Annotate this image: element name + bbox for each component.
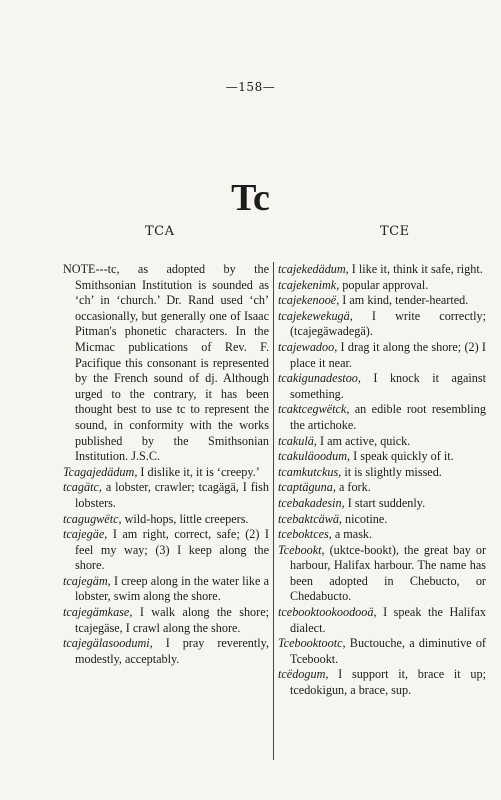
entry-headword: tcakulä, [278, 433, 317, 448]
entry-definition: I speak quickly of it. [350, 449, 454, 464]
dictionary-entry [278, 527, 486, 543]
entry-definition: I walk along the shore; tcajegäse, I crawl along the shore. [75, 605, 269, 635]
dictionary-entry [278, 512, 486, 528]
dictionary-entry [63, 480, 269, 511]
entry-definition: I like it, think it safe, right. [348, 262, 483, 276]
column-heading-right: TCE [380, 224, 410, 239]
entry-headword: tcakuläoodum, [278, 449, 351, 464]
entry-definition: popular approval. [339, 277, 429, 292]
entry-headword: tcajekenimk, [278, 277, 340, 292]
entry-definition: a lobster, crawler; tcagägä, I fish lobsters. [75, 480, 269, 510]
entry-headword: tcaktcegwëtck, [278, 402, 350, 417]
entry-headword: tcagugwëtc, [63, 511, 122, 526]
entry-headword: tcëdogum, [278, 667, 329, 682]
dictionary-entry [278, 636, 486, 667]
dictionary-entry [63, 512, 269, 528]
entry-headword: tcajekewekugä, [278, 308, 353, 323]
dictionary-entry [63, 574, 269, 605]
entry-headword: tcajegäe, [63, 527, 108, 542]
dictionary-entry [63, 262, 269, 465]
entry-headword: tcebakadesin, [278, 495, 345, 510]
left-column [63, 262, 269, 667]
entry-definition: nicotine. [341, 511, 388, 526]
entry-definition: wild-hops, little creepers. [121, 511, 249, 526]
entry-definition: a mask. [331, 527, 373, 542]
dictionary-entry [63, 465, 269, 481]
entry-definition: it is slightly missed. [341, 464, 442, 479]
entry-definition: I write correctly; (tcajegäwadegä). [290, 308, 486, 339]
dictionary-entry [278, 496, 486, 512]
column-heading-left: TCA [145, 224, 175, 239]
entry-headword: tcakigunadestoo, [278, 371, 361, 386]
entry-definition: I pray reverently, modestly, acceptably. [75, 636, 269, 666]
dictionary-entry [278, 434, 486, 450]
entry-headword: tcajekedädum, [278, 262, 349, 276]
entry-headword: tcajegälasoodumi, [63, 636, 153, 651]
entry-definition: I start suddenly. [344, 495, 426, 510]
dictionary-entry [278, 667, 486, 698]
dictionary-entry [278, 543, 486, 605]
entry-headword: tcebaktcäwä, [278, 511, 342, 526]
entry-definition: Buctouche, a diminutive of Tcebookt. [290, 636, 486, 666]
entry-definition: I dislike it, it is ‘creepy.’ [137, 464, 260, 479]
entry-headword: Tcebooktootc, [278, 636, 346, 651]
column-divider [273, 262, 274, 760]
entry-definition: I drag it along the shore; (2) I place it near. [290, 339, 486, 370]
dictionary-entry [63, 636, 269, 667]
dictionary-entry [278, 371, 486, 402]
right-column [278, 262, 486, 699]
dictionary-entry [63, 605, 269, 636]
dictionary-entry [278, 465, 486, 481]
dictionary-entry [278, 293, 486, 309]
entry-definition: I knock it against something. [290, 371, 486, 401]
entry-headword: Tcagajedädum, [63, 464, 138, 479]
entry-definition: I creep along in the water like a lobster, swim along the shore. [75, 573, 269, 604]
dictionary-entry [278, 605, 486, 636]
dictionary-entry [278, 402, 486, 433]
entry-definition: a fork. [335, 480, 371, 495]
entry-headword: tceboktces, [278, 527, 332, 542]
entry-headword: tcajegäm, [63, 573, 111, 588]
entry-definition: I am right, correct, safe; (2) I feel my way; (3) I keep along the shore. [75, 527, 269, 573]
section-title: Tc [231, 177, 270, 219]
dictionary-entry [63, 527, 269, 574]
dictionary-entry [278, 340, 486, 371]
dictionary-entry [278, 278, 486, 294]
entry-headword: Tcebookt, [278, 542, 325, 557]
page-number: —158— [225, 80, 276, 94]
entry-definition: NOTE---tc, as adopted by the Smithsonian Institution is sounded as ‘ch’ in ‘church.’ Dr. Rand used ‘ch’ occasionally, but generally one of Isaac Pitman's phonetic characters. In the Micmac publications of Rev. F. Pacifique this consonant is represented by the French sound of dj. Although urged to the contrary, it has been thought best to use tc to represent the sound, in conformity with the works published by the Smithsonian Institution. J.S.C. [63, 262, 269, 464]
entry-definition: (uktce-bookt), the great bay or harbour, Halifax harbour. The name has been adopted in Chebucto, or Chedabucto. [290, 542, 486, 604]
entry-headword: tcagätc, [63, 480, 102, 495]
entry-headword: tcamkutckus, [278, 464, 342, 479]
entry-headword: tcajegämkase, [63, 605, 133, 620]
entry-headword: tcajewadoo, [278, 339, 338, 354]
entry-headword: tcaptäguna, [278, 480, 336, 495]
entry-definition: I speak the Halifax dialect. [290, 605, 486, 635]
entry-headword: tcajekenooë, [278, 293, 340, 308]
dictionary-entry [278, 262, 486, 278]
entry-definition: I am active, quick. [316, 433, 411, 448]
dictionary-entry [278, 449, 486, 465]
entry-definition: an edible root resembling the artichoke. [290, 402, 486, 432]
dictionary-entry [278, 309, 486, 340]
entry-definition: I support it, brace it up; tcedokigun, a brace, sup. [290, 667, 486, 698]
dictionary-entry [278, 480, 486, 496]
entry-headword: tcebooktookoodooä, [278, 605, 377, 620]
entry-definition: I am kind, tender-hearted. [339, 293, 469, 308]
